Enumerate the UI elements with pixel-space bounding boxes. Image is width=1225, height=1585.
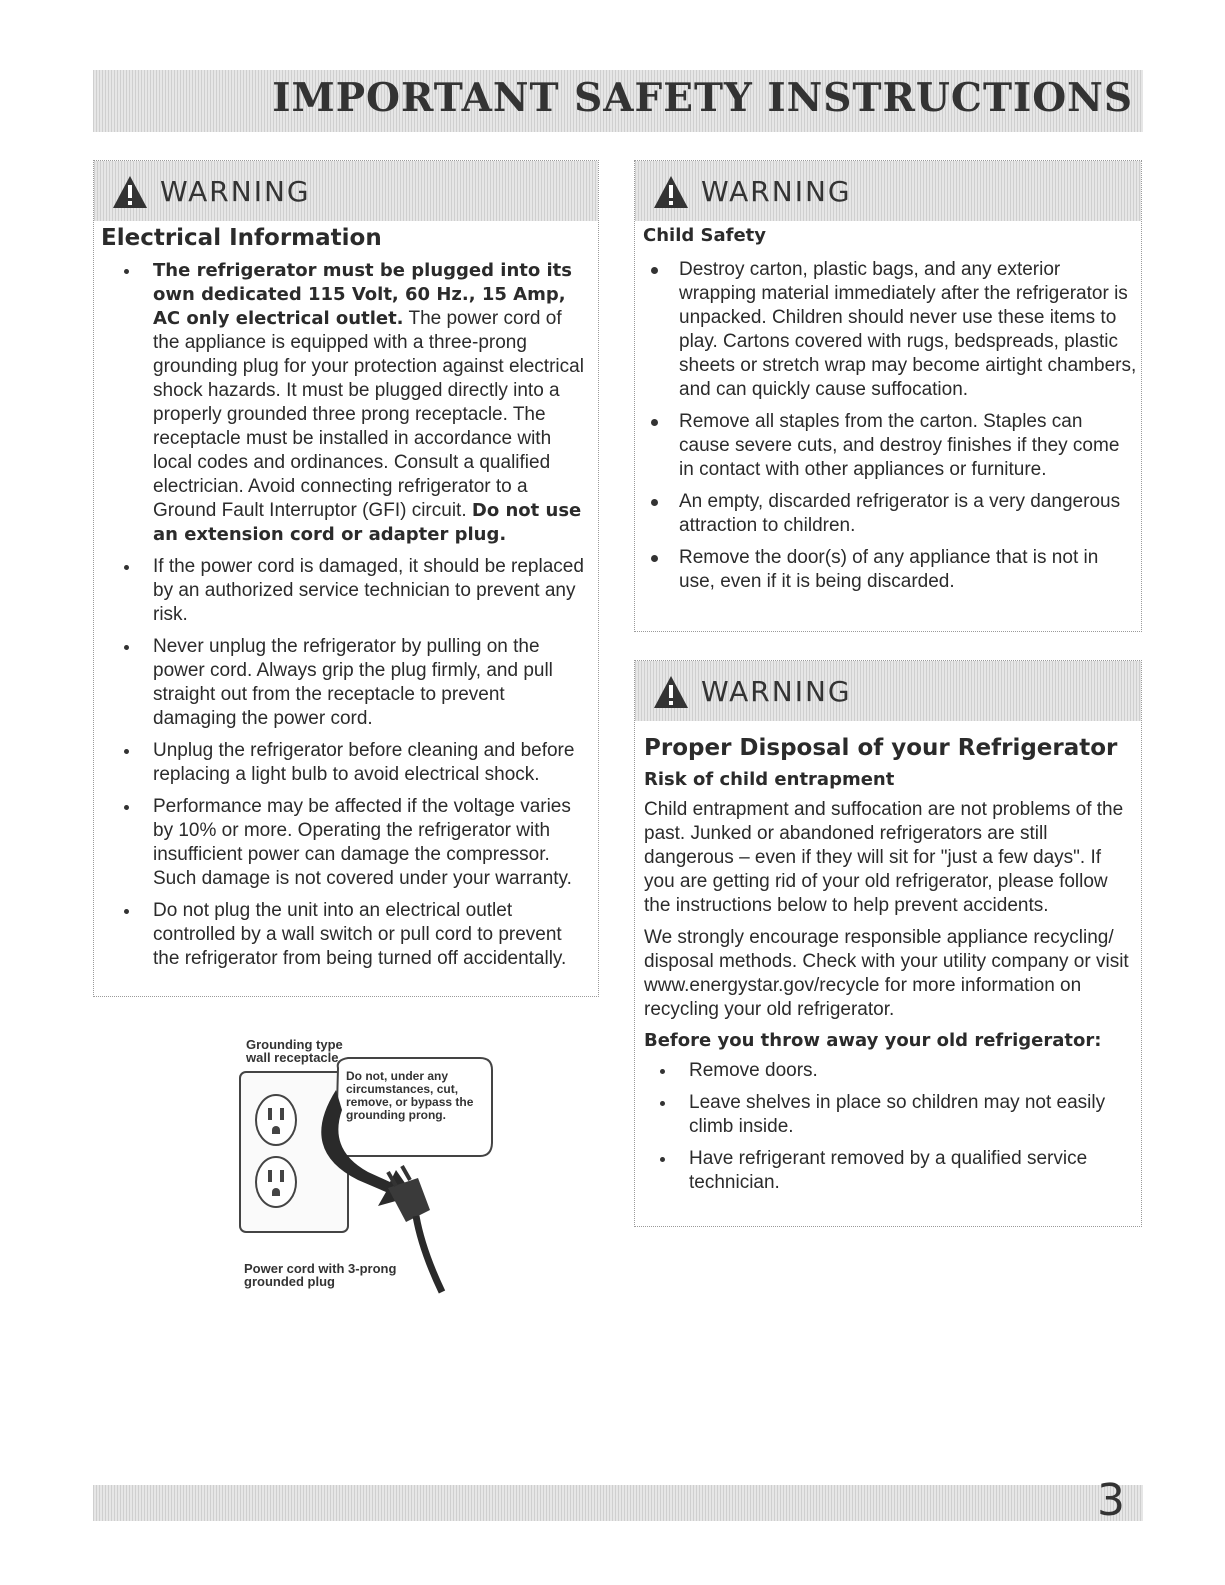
bullet-dot-icon xyxy=(651,419,658,426)
list-item xyxy=(101,739,592,787)
list-item xyxy=(643,546,1137,594)
list-item xyxy=(643,258,1137,402)
bullet-dot-icon xyxy=(660,1101,665,1106)
warning-header xyxy=(635,661,1141,721)
list-item xyxy=(644,1091,1131,1139)
warning-label: WARNING xyxy=(701,675,852,708)
warning-header xyxy=(635,161,1141,221)
bullet-dot-icon xyxy=(124,565,129,570)
section-title-electrical: Electrical Information xyxy=(101,225,382,251)
bullet-dot-icon xyxy=(124,269,129,274)
list-item-text: The power cord of the appliance is equipped with a three-prong grounding plug for your protection against electrical shock hazards. It must be plugged directly into a properly grounded three prong receptacle. The receptacle must be installed in accordance with local codes and ordinances. Consult a qualified electrician. Avoid connecting refrigerator to a Ground Fault Interruptor (GFI) circuit. xyxy=(153,308,584,521)
electrical-warning-panel xyxy=(93,160,599,997)
list-item xyxy=(643,490,1137,538)
list-item-text: Remove the door(s) of any appliance that is not in use, even if it is being discarded. xyxy=(679,547,1099,592)
list-item-text: Destroy carton, plastic bags, and any exterior wrapping material immediately after the refrigerator is unpacked. Children should never use these items to play. Cartons covered with rugs, bedspreads, plastic sheets or stretch wrap may become airtight chambers, and can quickly cause suffocation. xyxy=(679,259,1137,400)
list-item-text: Never unplug the refrigerator by pulling on the power cord. Always grip the plug firmly, and pull straight out from the receptacle to prevent damaging the power cord. xyxy=(153,636,553,729)
list-item xyxy=(643,410,1137,482)
list-item-text: Unplug the refrigerator before cleaning and before replacing a light bulb to avoid electrical shock. xyxy=(153,740,575,785)
list-item xyxy=(101,555,592,627)
list-item xyxy=(101,259,592,547)
warning-triangle-icon xyxy=(112,175,148,209)
list-item-bold: The refrigerator must be plugged into its own dedicated 115 Volt, 60 Hz., 15 Amp, AC only electrical outlet. xyxy=(153,260,572,329)
page-title: IMPORTANT SAFETY INSTRUCTIONS xyxy=(272,75,1133,121)
disposal-list xyxy=(644,1059,1131,1195)
warning-label: WARNING xyxy=(160,175,311,208)
child-safety-warning-panel xyxy=(634,160,1142,632)
figure-label-top: Grounding type wall receptacle xyxy=(246,1037,343,1065)
bullet-dot-icon xyxy=(651,555,658,562)
list-item-bold: Do not use an extension cord or adapter plug. xyxy=(153,500,582,545)
list-item xyxy=(101,795,592,891)
paragraph: Child entrapment and suffocation are not problems of the past. Junked or abandoned refrigerators are still dangerous – even if they will sit for "just a few days". If you are getting rid of your old refrigerator, please follow the instructions below to help prevent accidents. xyxy=(644,799,1124,916)
subsection-title-entrapment: Risk of child entrapment xyxy=(644,769,895,790)
list-item xyxy=(644,1059,1131,1083)
bullet-dot-icon xyxy=(660,1157,665,1162)
section-title-child-safety: Child Safety xyxy=(643,225,767,246)
list-item xyxy=(101,899,592,971)
page-number: 3 xyxy=(1097,1475,1125,1526)
bullet-dot-icon xyxy=(124,805,129,810)
list-item-text: Remove doors. xyxy=(689,1060,818,1081)
list-item-text: Leave shelves in place so children may not easily climb inside. xyxy=(689,1092,1106,1137)
list-item-text: An empty, discarded refrigerator is a very dangerous attraction to children. xyxy=(679,491,1121,536)
list-item-text: Do not plug the unit into an electrical outlet controlled by a wall switch or pull cord to prevent the refrigerator from being turned off accidentally. xyxy=(153,900,567,969)
footer-bar xyxy=(93,1475,1143,1526)
subsection-title-before: Before you throw away your old refrigerator: xyxy=(644,1030,1102,1051)
figure-label-bottom: Power cord with 3-prong grounded plug xyxy=(244,1261,397,1289)
electrical-list xyxy=(101,259,592,971)
list-item-text: If the power cord is damaged, it should be replaced by an authorized service technician to prevent any risk. xyxy=(153,556,584,625)
bullet-dot-icon xyxy=(660,1069,665,1074)
list-item-text: Performance may be affected if the voltage varies by 10% or more. Operating the refrigerator with insufficient power can damage the compressor. Such damage is not covered under your warranty. xyxy=(153,796,572,889)
bullet-dot-icon xyxy=(124,749,129,754)
disposal-warning-panel xyxy=(634,660,1142,1227)
list-item xyxy=(644,1147,1131,1195)
warning-triangle-icon xyxy=(653,675,689,709)
warning-header xyxy=(94,161,598,221)
paragraph: We strongly encourage responsible appliance recycling/ disposal methods. Check with your utility company or visit www.energystar.gov/recycle for more information on recycling your old refrigerator. xyxy=(644,927,1129,1020)
list-item-text: Remove all staples from the carton. Staples can cause severe cuts, and destroy finishes if they come in contact with other appliances or furniture. xyxy=(679,411,1120,480)
title-bar xyxy=(93,70,1143,132)
section-title-disposal: Proper Disposal of your Refrigerator xyxy=(644,735,1118,761)
child-safety-list xyxy=(643,258,1137,594)
bullet-dot-icon xyxy=(651,267,658,274)
bullet-dot-icon xyxy=(124,645,129,650)
list-item xyxy=(101,635,592,731)
warning-triangle-icon xyxy=(653,175,689,209)
bullet-dot-icon xyxy=(651,499,658,506)
warning-label: WARNING xyxy=(701,175,852,208)
outlet-plug-illustration xyxy=(218,1010,523,1305)
bullet-dot-icon xyxy=(124,909,129,914)
list-item-text: Have refrigerant removed by a qualified service technician. xyxy=(689,1148,1088,1193)
figure-label-warning: Do not, under any circumstances, cut, remove, or bypass the grounding prong. xyxy=(346,1069,474,1122)
